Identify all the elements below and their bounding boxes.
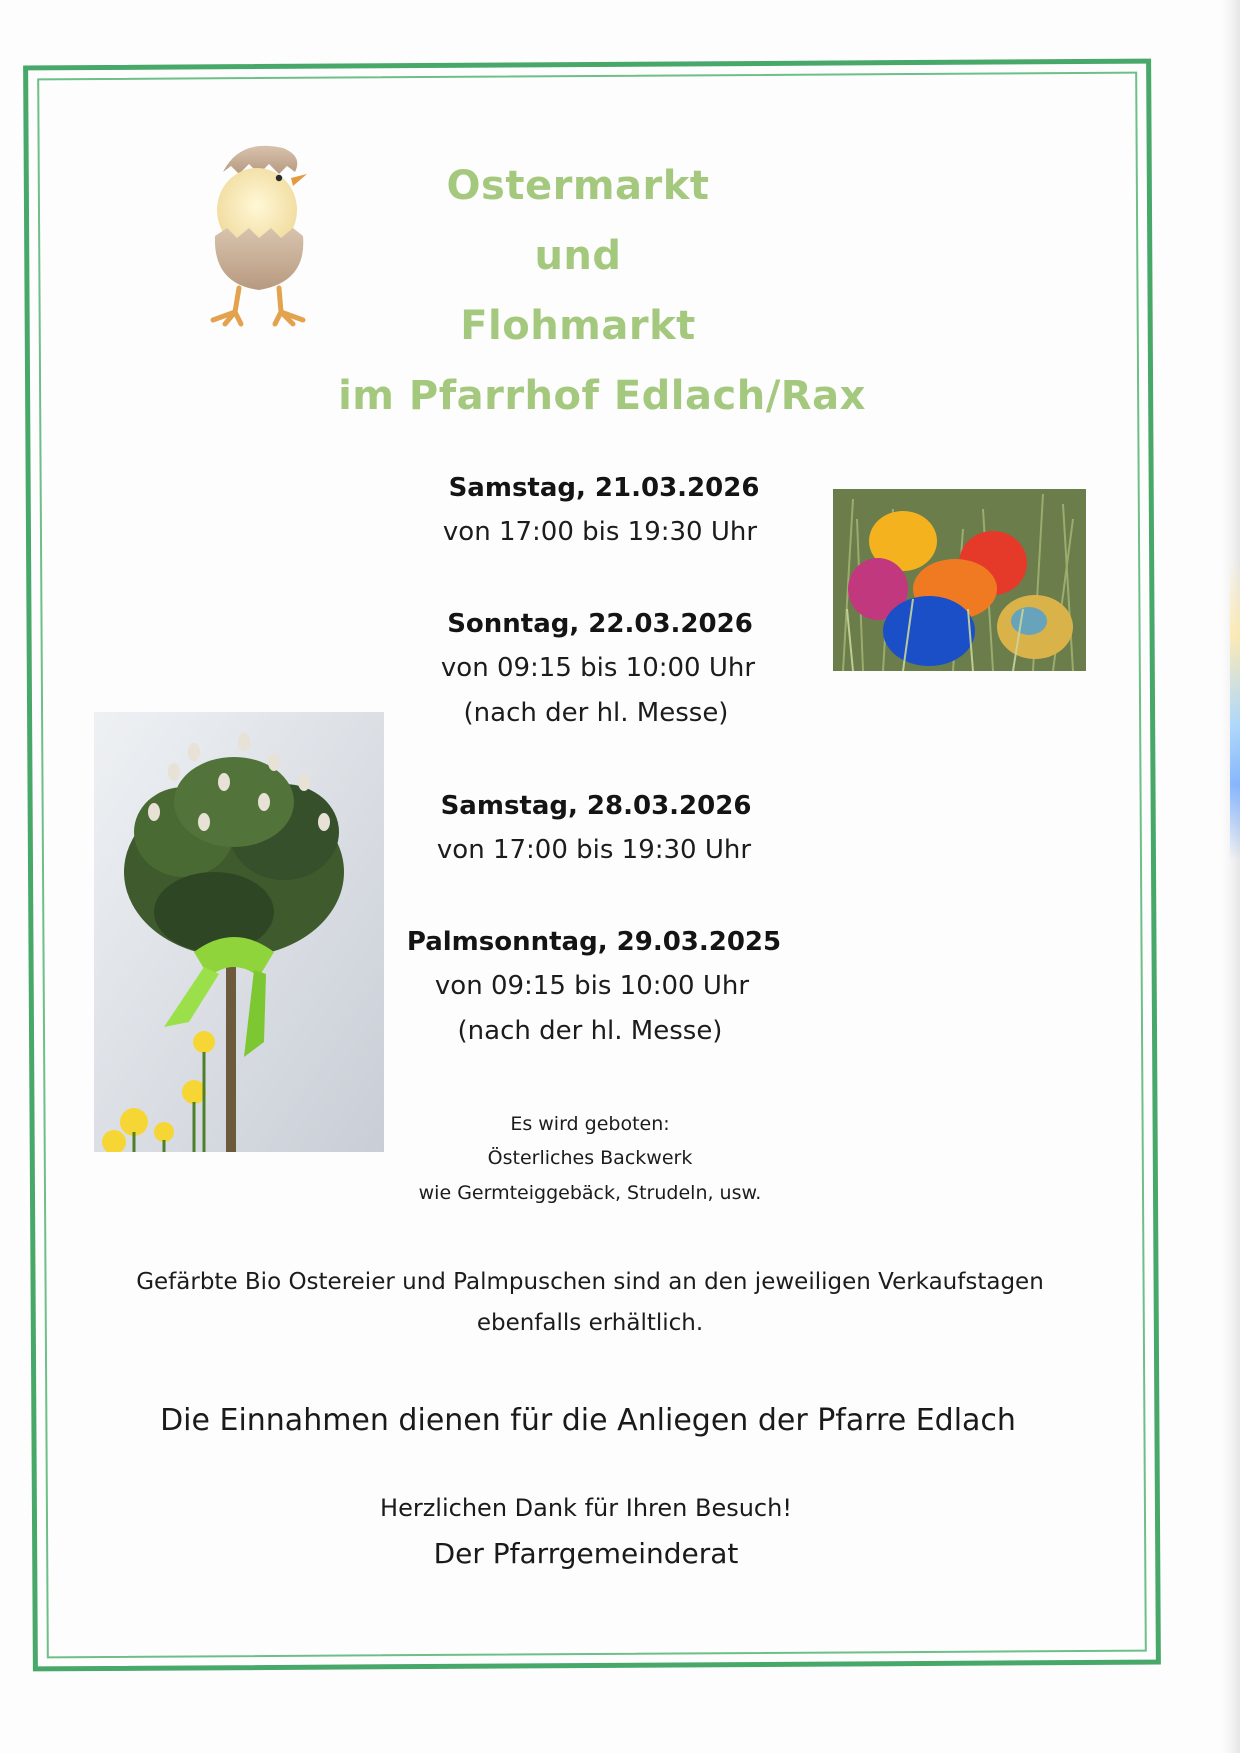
proceeds-text: Die Einnahmen dienen für die Anliegen der Pfarre Edlach <box>160 1403 1016 1438</box>
schedule-time-2: von 09:15 bis 10:00 Uhr <box>440 653 756 683</box>
schedule-day-3: Samstag, 28.03.2026 <box>440 791 752 821</box>
offer-line-1: Es wird geboten: <box>510 1113 670 1135</box>
eggs-note-line-1: Gefärbte Bio Ostereier und Palmpuschen sind an den jeweiligen Verkaufstagen <box>136 1269 1044 1295</box>
schedule-day-2: Sonntag, 22.03.2026 <box>447 609 753 639</box>
offer-line-3: wie Germteiggebäck, Strudeln, usw. <box>418 1182 762 1204</box>
offer-line-2: Österliches Backwerk <box>487 1147 693 1169</box>
title-line-3: Flohmarkt <box>460 303 696 349</box>
title-line-4: im Pfarrhof Edlach/Rax <box>338 373 866 419</box>
eggs-note-line-2: ebenfalls erhältlich. <box>476 1310 704 1336</box>
schedule-day-4: Palmsonntag, 29.03.2025 <box>406 927 782 957</box>
schedule-day-1: Samstag, 21.03.2026 <box>448 473 760 503</box>
schedule-time-3: von 17:00 bis 19:30 Uhr <box>436 835 752 865</box>
thanks-text: Herzlichen Dank für Ihren Besuch! <box>380 1494 792 1522</box>
title-line-2: und <box>534 233 622 279</box>
schedule-note-2: (nach der hl. Messe) <box>463 698 729 728</box>
signature-text: Der Pfarrgemeinderat <box>433 1537 739 1570</box>
title-line-1: Ostermarkt <box>446 163 710 209</box>
schedule-time-4: von 09:15 bis 10:00 Uhr <box>434 971 750 1001</box>
schedule-note-4: (nach der hl. Messe) <box>457 1016 723 1046</box>
schedule-time-1: von 17:00 bis 19:30 Uhr <box>442 517 758 547</box>
scan-edge <box>1222 0 1240 1753</box>
scan-light-artifact <box>1230 560 1240 860</box>
